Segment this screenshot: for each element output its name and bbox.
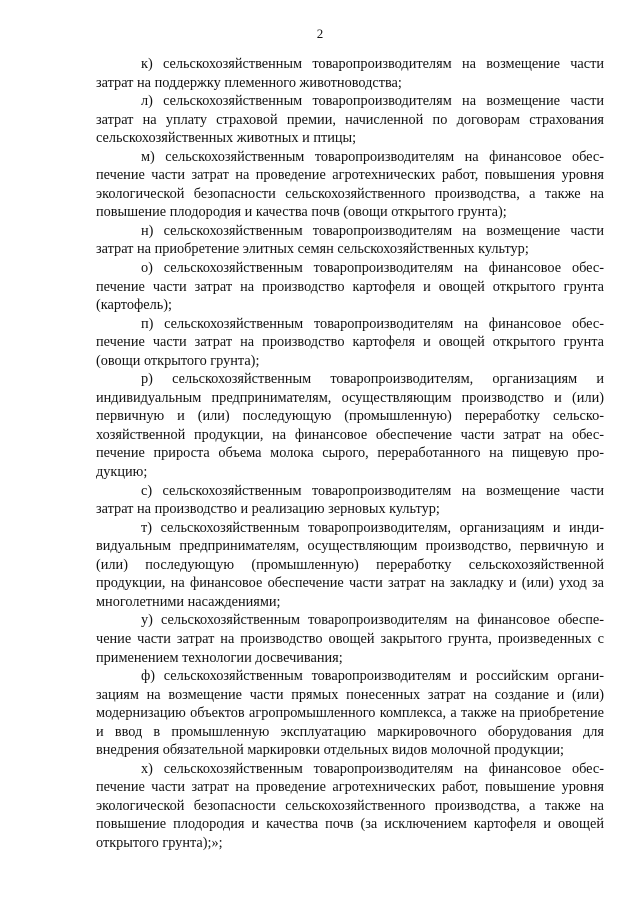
paragraph-t: т) сельскохозяйственным товаропроизводителям, организациям и индивидуальным предпринимателям, осуществляющим производство, первичную и (или) последующую (промышленную) переработку сельскохозяйственной продукции, на финансовое обеспечение части затрат на закладку и (или) уход за многолетними насаждениями; <box>96 519 604 610</box>
paragraph-r: р) сельскохозяйственным товаропроизводителям, организациям и индивидуальным предпринимателям, осуществляющим производство и (или) первичную и (или) последующую (промышленную) переработку сельскохозяйственной продукции, на финансовое обеспечение части затрат на обеспечение прироста объема молока сырого, переработанного на пищевую продукцию; <box>96 371 604 481</box>
paragraph-n: н) сельскохозяйственным товаропроизводителям на возмещение части затрат на приобретение элитных семян сельскохозяйственных культур; <box>96 222 604 258</box>
paragraph-l: л) сельскохозяйственным товаропроизводителям на возмещение части затрат на уплату страховой премии, начисленной по договорам страхования сельскохозяйственных животных и птицы; <box>96 93 604 147</box>
paragraph-f: ф) сельскохозяйственным товаропроизводителям и российским организациям на возмещение части прямых понесенных затрат на создание и (или) модернизацию объектов агропромышленного комплекса, а также на приобретение и ввод в промышленную эксплуатацию маркировочного оборудования для внедрения обязательной маркировки отдельных видов молочной продукции; <box>96 668 604 759</box>
paragraph-k: к) сельскохозяйственным товаропроизводителям на возмещение части затрат на поддержку племенного животноводства; <box>96 56 604 91</box>
paragraph-o: о) сельскохозяйственным товаропроизводителям на финансовое обеспечение части затрат на производство картофеля и овощей открытого грунта (картофель); <box>96 260 604 314</box>
paragraph-p: п) сельскохозяйственным товаропроизводителям на финансовое обеспечение части затрат на производство картофеля и овощей открытого грунта (овощи открытого грунта); <box>96 315 604 369</box>
document-body <box>96 55 604 853</box>
paragraph-s: с) сельскохозяйственным товаропроизводителям на возмещение части затрат на производство и реализацию зерновых культур; <box>96 482 604 518</box>
page-number: 2 <box>316 26 324 41</box>
paragraph-u: у) сельскохозяйственным товаропроизводителям на финансовое обеспечение части затрат на производство овощей закрытого грунта, произведенных с применением технологии досвечивания; <box>96 612 604 666</box>
paragraph-m: м) сельскохозяйственным товаропроизводителям на финансовое обеспечение части затрат на проведение агротехнических работ, повышения уровня экологической безопасности сельскохозяйственного производства, а также на повышение плодородия и качества почв (овощи открытого грунта); <box>96 148 604 221</box>
paragraph-kh: х) сельскохозяйственным товаропроизводителям на финансовое обеспечение части затрат на проведение агротехнических работ, повышение уровня экологической безопасности сельскохозяйственного производства, а также на повышение плодородия и качества почв (за исключением картофеля и овощей открытого грунта);»; <box>96 760 604 851</box>
